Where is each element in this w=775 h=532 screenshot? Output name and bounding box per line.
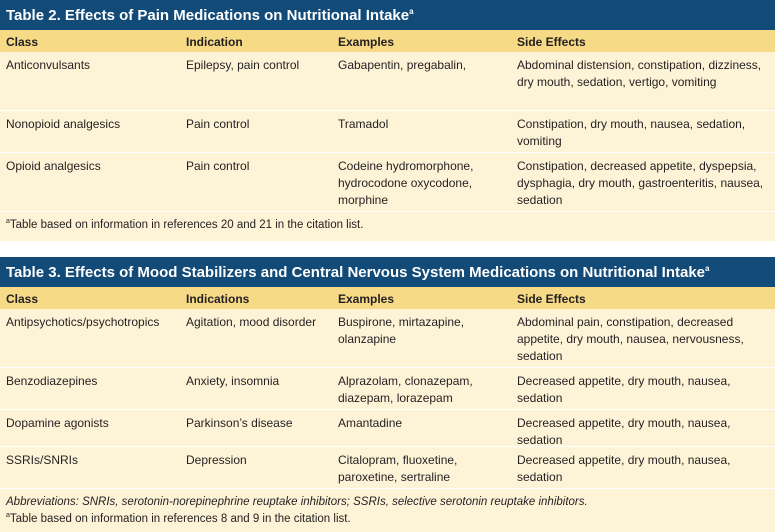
cell-class: Nonopioid analgesics — [6, 117, 121, 131]
table-3 — [0, 257, 775, 532]
cell-examples: Codeine hydromorphone, hydrocodone oxycodone, morphine — [338, 159, 474, 207]
table-2-title: Table 2. Effects of Pain Medications on Nutritional Intake$^a$ — [0, 0, 775, 30]
table-row — [0, 111, 775, 153]
cell-indication: Pain control — [186, 117, 250, 131]
table-2 — [0, 0, 775, 241]
cell-examples: Citalopram, fluoxetine, paroxetine, sertraline — [338, 453, 458, 484]
header-examples: Examples — [338, 35, 395, 49]
header-indication: Indication — [186, 35, 243, 49]
cell-indication: Pain control — [186, 159, 250, 173]
header-side-effects: Side Effects — [517, 292, 586, 306]
table-3-title: Table 3. Effects of Mood Stabilizers and Central Nervous System Medications on Nutritional Intake$^a$ — [0, 257, 775, 287]
cell-examples: Buspirone, mirtazapine, olanzapine — [338, 315, 465, 346]
header-indications: Indications — [186, 292, 250, 306]
cell-class: Opioid analgesics — [6, 159, 101, 173]
table-row — [0, 153, 775, 212]
table-row — [0, 410, 775, 447]
cell-indication: Epilepsy, pain control — [186, 58, 300, 72]
title-footnote-marker: a — [705, 264, 710, 273]
cell-side-effects: Decreased appetite, dry mouth, nausea, sedation — [517, 374, 731, 405]
cell-examples: Gabapentin, pregabalin, — [338, 58, 467, 72]
cell-examples: Amantadine — [338, 416, 403, 430]
header-side-effects: Side Effects — [517, 35, 586, 49]
table-row — [0, 309, 775, 368]
cell-side-effects: Decreased appetite, dry mouth, nausea, sedation — [517, 453, 731, 484]
footnote-marker: a — [6, 512, 10, 520]
cell-class: Anticonvulsants — [6, 58, 91, 72]
table-row — [0, 447, 775, 489]
cell-indications: Parkinson’s disease — [186, 416, 293, 430]
cell-examples: Tramadol — [338, 117, 389, 131]
cell-class: SSRIs/SNRIs — [6, 453, 79, 467]
header-class: Class — [6, 292, 39, 306]
cell-indications: Agitation, mood disorder — [186, 315, 317, 329]
cell-side-effects: Constipation, dry mouth, nausea, sedation, vomiting — [517, 117, 746, 148]
cell-side-effects: Abdominal pain, constipation, decreased appetite, dry mouth, nausea, nervousness, sedation — [517, 315, 744, 363]
header-class: Class — [6, 35, 39, 49]
cell-class: Dopamine agonists — [6, 416, 109, 430]
title-footnote-marker: a — [409, 7, 414, 16]
cell-class: Benzodiazepines — [6, 374, 98, 388]
table-3-header-row — [0, 287, 775, 309]
cell-indications: Anxiety, insomnia — [186, 374, 280, 388]
table-2-footnote: $^a$Table based on information in references 20 and 21 in the citation list. — [6, 218, 364, 231]
cell-side-effects: Abdominal distension, constipation, dizziness, dry mouth, sedation, vertigo, vomiting — [517, 58, 762, 89]
table-2-header-row — [0, 30, 775, 52]
cell-side-effects: Decreased appetite, dry mouth, nausea, sedation — [517, 416, 731, 447]
table-3-footnotes — [0, 489, 775, 528]
table-row — [0, 368, 775, 410]
table-row — [0, 52, 775, 111]
header-examples: Examples — [338, 292, 395, 306]
footnote-marker: a — [6, 218, 10, 226]
cell-side-effects: Constipation, decreased appetite, dyspepsia, dysphagia, dry mouth, gastroenteritis, nausea, sedation — [517, 159, 764, 207]
abbreviations-note: Abbreviations: SNRIs, serotonin-norepinephrine reuptake inhibitors; SSRIs, selective serotonin reuptake inhibitors. — [6, 496, 588, 508]
cell-indications: Depression — [186, 453, 247, 467]
table-3-footnote: $^a$Table based on information in references 8 and 9 in the citation list. — [6, 512, 351, 525]
cell-class: Antipsychotics/psychotropics — [6, 315, 160, 329]
cell-examples: Alprazolam, clonazepam, diazepam, lorazepam — [338, 374, 473, 405]
